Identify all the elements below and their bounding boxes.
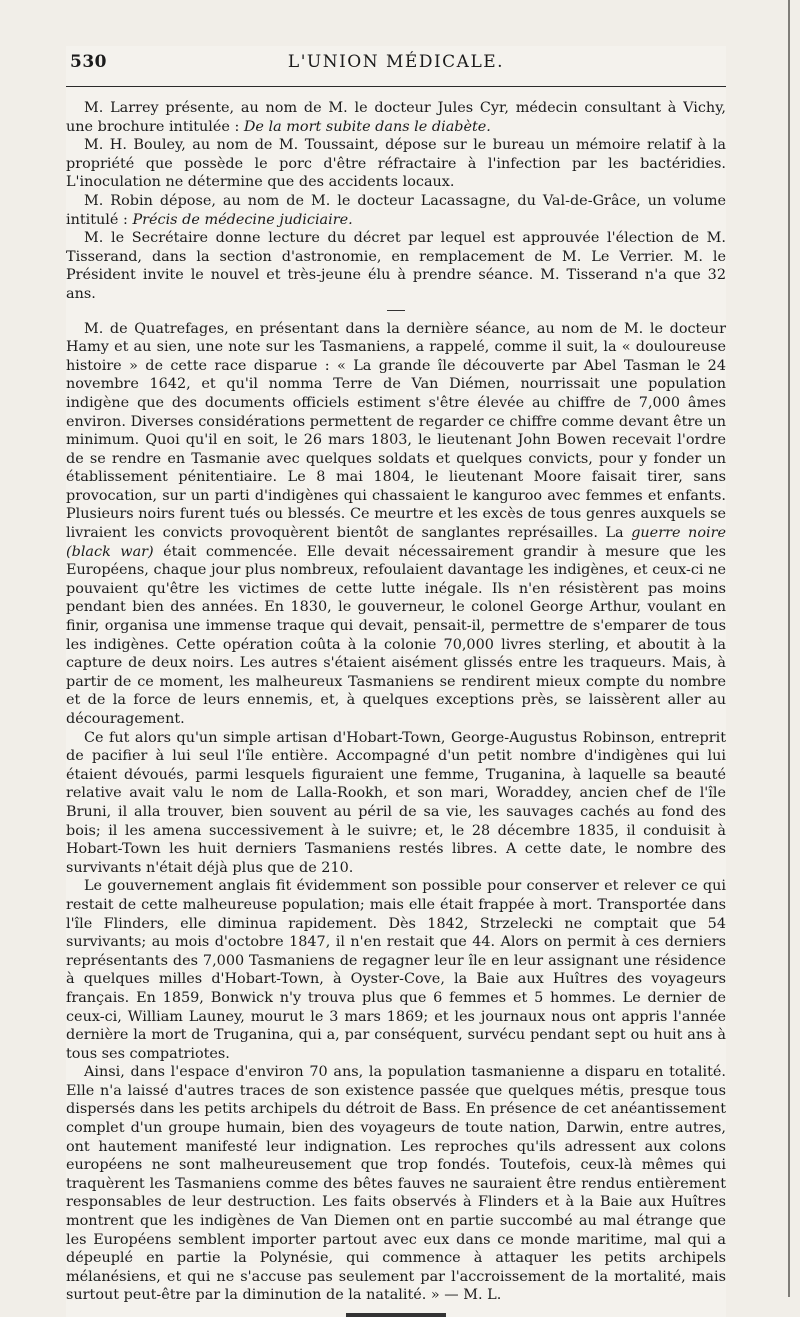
page-number: 530 xyxy=(70,52,107,72)
paragraph-text: Ce fut alors qu'un simple artisan d'Hobart-Town, George-Augustus Robinson, entreprit de pacifier à lui seul l'île entière. Accompagné d'un petit nombre d'indigènes qui lui étaient dévoués, parmi lesquels figuraient une femme, Truganina, à laquelle sa beauté relative avait valu le nom de Lalla-Rookh, et son mari, Woraddey, ancien chef de l'île Bruni, il alla trouver, bien souvent au péril de sa vie, les sauvages cachés au fond des bois; il les amena successivement à le suivre; et, le 28 décembre 1835, il conduisit à Hobart-Town les huit derniers Tasmaniens restés libres. A cette date, le nombre des survivants n'était déjà plus que de 210. xyxy=(66,729,726,876)
paragraph-text: M. H. Bouley, au nom de M. Toussaint, dépose sur le bureau un mémoire relatif à la propriété que possède le porc d'être réfractaire à l'infection par les bactéridies. L'inoculation ne détermine que des accidents locaux. xyxy=(66,137,726,191)
book-title: De la mort subite dans le diabète. xyxy=(243,118,491,135)
paragraph-quatrefages xyxy=(66,320,726,729)
paragraph-text: Le gouvernement anglais fit évidemment son possible pour conserver et relever ce qui restait de cette malheureuse population; mais elle était frappée à mort. Transportée dans l'île Flinders, elle diminua rapidement. Dès 1842, Strzelecki ne comptait que 54 survivants; au mois d'octobre 1847, il n'en restait que 44. Alors on permit à ces derniers représentants des 7,000 Tasmaniens de regagner leur île en leur assignant une résidence à quelques milles d'Hobart-Town, à Oyster-Cove, la Baie aux Huîtres des voyageurs français. En 1859, Bonwick n'y trouva plus que 6 femmes et 5 hommes. Le dernier de ceux-ci, William Launey, mourut le 3 mars 1869; et les journaux nous ont appris l'année dernière la mort de Truganina, qui a, par conséquent, survécu pendant sept ou huit ans à tous ses compatriotes. xyxy=(66,878,726,1062)
italic-phrase: guerre noire (black war) xyxy=(66,525,726,560)
running-title: L'UNION MÉDICALE. xyxy=(287,52,505,72)
paragraph-text: Ainsi, dans l'espace d'environ 70 ans, la population tasmanienne a disparu en totalité. Elle n'a laissé d'autres traces de son existence passée que quelques métis, presque tous dispersés dans les petits archipels du détroit de Bass. En présence de cet anéantissement complet d'un groupe humain, bien des voyageurs de toute nation, Darwin, entre autres, ont hautement manifesté leur indignation. Les reproches qu'ils adressent aux colons européens ne sont malheureusement que trop fondés. Toutefois, ceux-là mêmes qui traquèrent les Tasmaniens comme des bêtes fauves ne sauraient être rendus entièrement responsables de leur destruction. Les faits observés à Flinders et à la Baie aux Huîtres montrent que les indigènes de Van Diemen ont en partie succombé au mal étrange que les Européens semblent importer partout avec eux dans ce monde maritime, mal qui a dépeuplé en partie la Polynésie, qui commence à attaquer les petits archipels mélanésiens, et qui ne s'accuse pas seulement par l'accroissement de la mortalité, mais surtout peut-être par la diminution de la natalité. » — M. L. xyxy=(66,1064,726,1304)
paragraph-text: M. le Secrétaire donne lecture du décret par lequel est approuvée l'élection de M. Tisserand, dans la section d'astronomie, en remplacement de M. Le Verrier. M. le Président invite le nouvel et très-jeune élu à prendre séance. M. Tisserand n'a que 32 ans. xyxy=(66,230,726,302)
page-header xyxy=(66,46,726,87)
paragraph-robin xyxy=(66,192,726,229)
paragraph-conclusion xyxy=(66,1063,726,1305)
paragraph-text: M. Robin dépose, au nom de M. le docteur Lacassagne, du Val-de-Grâce, un volume intitulé : xyxy=(66,192,726,228)
body-text xyxy=(66,99,726,1305)
paragraph-bouley xyxy=(66,136,726,192)
section-separator xyxy=(387,310,405,311)
paragraph-text: était commencée. Elle devait nécessairement grandir à mesure que les Européens, chaque jour plus nombreux, refoulaient davantage les indigènes, et ceux-ci ne pouvaient qu'être les victimes de cette lutte inégale. Ils n'en résistèrent pas moins pendant bien des années. En 1830, le gouverneur, le colonel George Arthur, voulant en finir, organisa une immense traque qui devait, pensait-il, permettre de s'emparer de tous les indigènes. Cette opération coûta à la colonie 70,000 livres sterling, et aboutit à la capture de deux noirs. Les autres s'étaient aisément glissés entre les traqueurs. Mais, à partir de ce moment, les malheureux Tasmaniens se rendirent mieux compte du nombre et de la force de leurs ennemis, et, à quelques exceptions près, se laissèrent aller au découragement. xyxy=(66,543,726,727)
paragraph-text: M. de Quatrefages, en présentant dans la dernière séance, au nom de M. le docteur Hamy et au sien, une note sur les Tasmaniens, a rappelé, comme il suit, la « douloureuse histoire » de cette race disparue : « La grande île découverte par Abel Tasman le 24 novembre 1642, et qu'il nomma Terre de Van Diémen, nourrissait une population indigène que des documents officiels estiment s'être élevée au chiffre de 7,000 âmes environ. Diverses considérations permettent de regarder ce chiffre comme devant être un minimum. Quoi qu'il en soit, le 26 mars 1803, le lieutenant John Bowen recevait l'ordre de se rendre en Tasmanie avec quelques soldats et quelques convicts, pour y fonder un établissement pénitentiaire. Le 8 mai 1804, le lieutenant Moore faisait tirer, sans provocation, sur un parti d'indigènes qui chassaient le kanguroo avec femmes et enfants. Plusieurs noirs furent tués ou blessés. Ce meurtre et les excès de tous genres auxquels se livraient les convicts provoquèrent bientôt de sanglantes représailles. La xyxy=(66,320,726,542)
paragraph-secretaire xyxy=(66,229,726,303)
book-title: Précis de médecine judiciaire. xyxy=(132,211,353,228)
paragraph-larrey xyxy=(66,99,726,136)
bottom-rule xyxy=(346,1313,446,1317)
paragraph-robinson xyxy=(66,729,726,878)
page-edge-shadow xyxy=(788,0,790,1297)
paragraph-gouvernement xyxy=(66,877,726,1063)
document-page xyxy=(66,46,726,1317)
paragraph-text: M. Larrey présente, au nom de M. le docteur Jules Cyr, médecin consultant à Vichy, une brochure intitulée : xyxy=(66,100,726,135)
